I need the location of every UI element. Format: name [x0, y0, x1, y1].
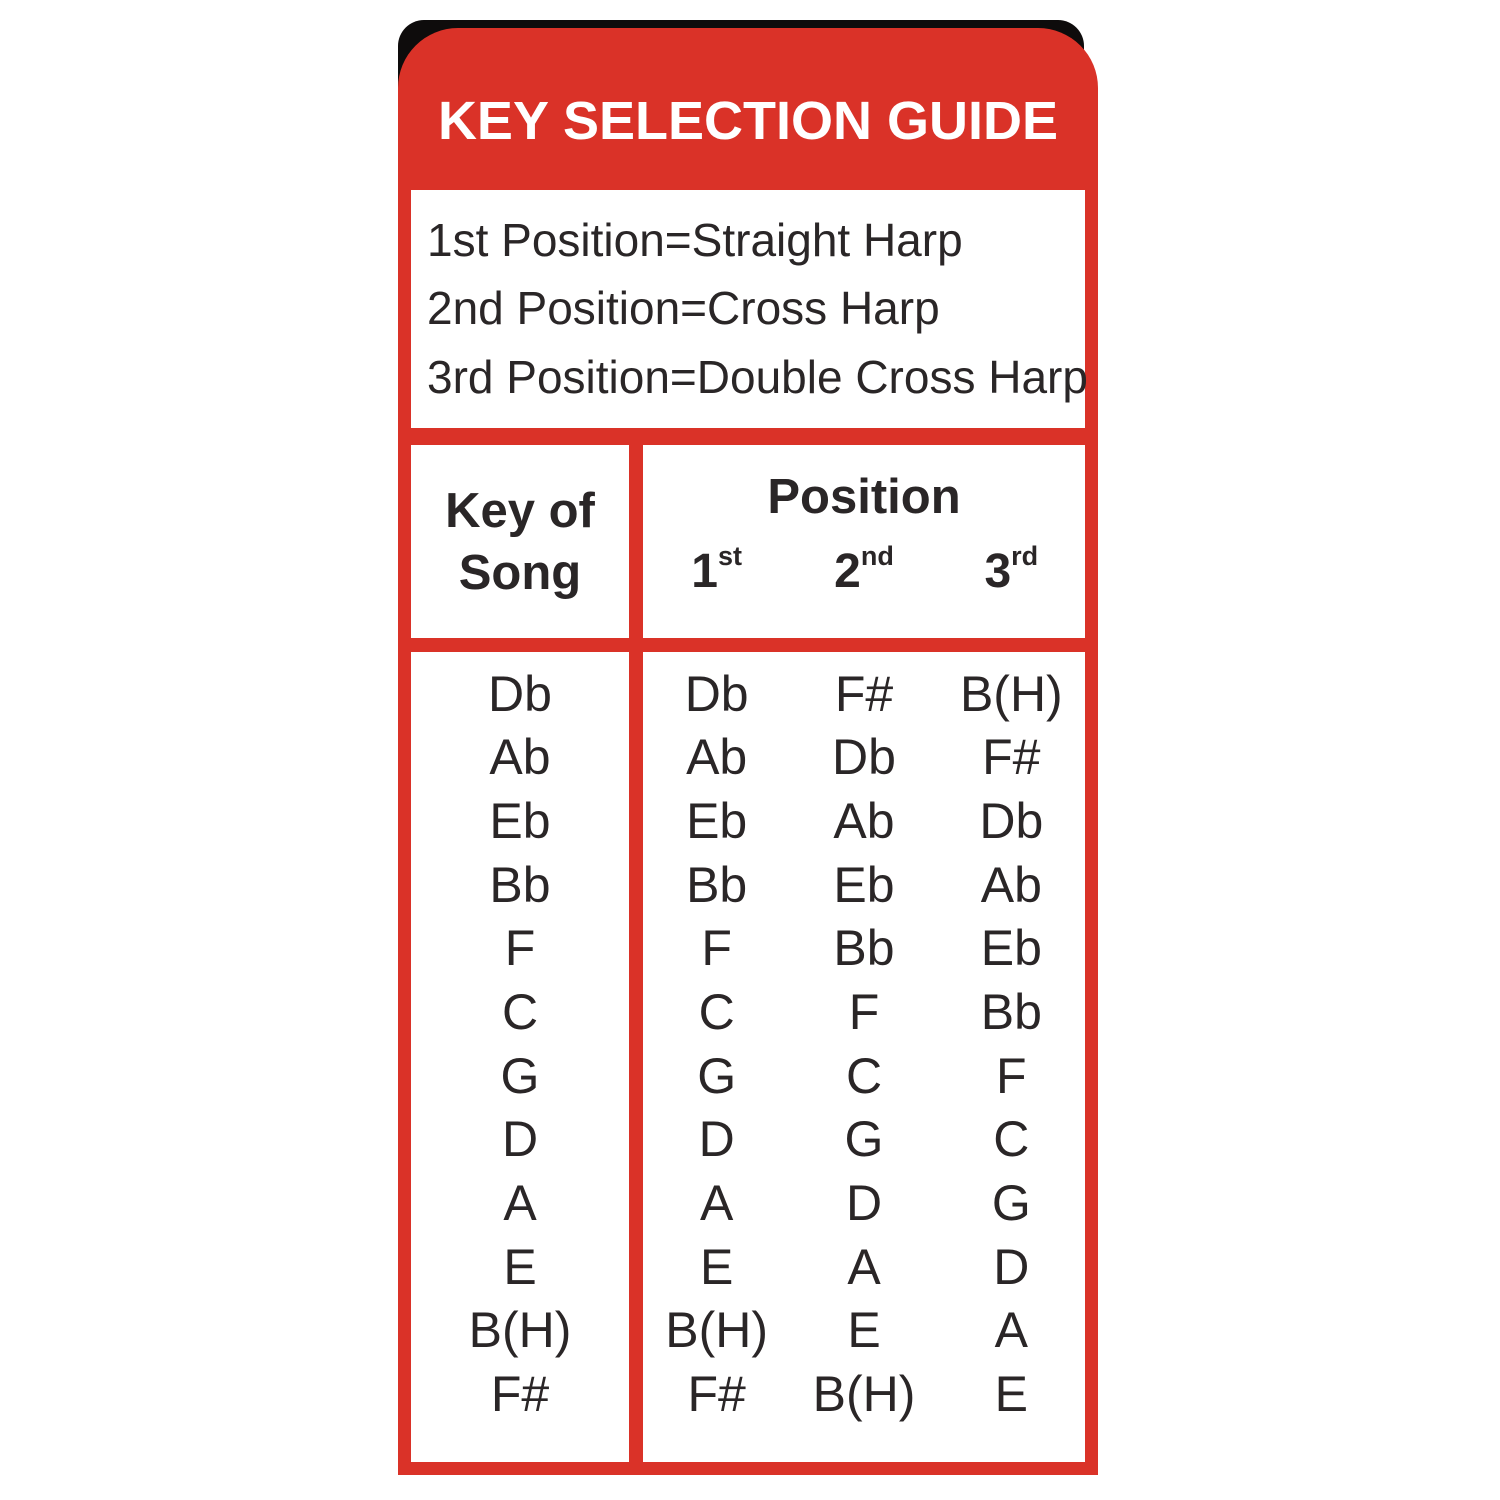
- key-of-song-cell: D: [501, 1111, 539, 1168]
- position-cell: G: [844, 1111, 884, 1168]
- key-of-song-cell: A: [503, 1175, 537, 1232]
- position-cell: Bb: [980, 984, 1042, 1041]
- key-of-song-cell: C: [501, 984, 539, 1041]
- position-cell: D: [698, 1111, 735, 1168]
- position-cell: Ab: [686, 729, 748, 786]
- position-cell: D: [993, 1238, 1030, 1295]
- position-cell: Bb: [833, 920, 895, 977]
- position-legend-panel: [411, 190, 1088, 428]
- position-cell: F: [848, 984, 880, 1041]
- position-cell: Eb: [686, 793, 748, 850]
- ordinal-suffix: st: [718, 541, 743, 571]
- position-cell: Db: [979, 793, 1044, 850]
- position-cell: E: [699, 1238, 734, 1295]
- key-of-song-cell: Eb: [489, 793, 551, 850]
- position-cell: E: [847, 1302, 881, 1359]
- position-cell: Ab: [980, 856, 1042, 913]
- position-cell: C: [698, 984, 735, 1041]
- position-cell: A: [994, 1302, 1028, 1359]
- key-of-song-column-header: [411, 445, 629, 638]
- key-of-song-cell: F#: [490, 1366, 550, 1423]
- position-cell: Bb: [686, 856, 748, 913]
- card-header-band: [398, 28, 1098, 190]
- position-cell: F: [996, 1047, 1027, 1104]
- position-cell: Db: [832, 729, 896, 786]
- position-cell: A: [699, 1175, 734, 1232]
- key-of-song-cell: Ab: [489, 729, 551, 786]
- column-header-3rd: [938, 541, 1085, 599]
- position-cell: F#: [982, 729, 1041, 786]
- position-cell: F#: [687, 1366, 746, 1423]
- page-title: KEY SELECTION GUIDE: [437, 91, 1059, 151]
- key-of-song-cell: B(H): [468, 1302, 572, 1359]
- position-cell: Db: [684, 665, 749, 722]
- legend-line-1st-position: 1st Position=Straight Harp: [427, 213, 963, 266]
- position-cell: C: [993, 1111, 1030, 1168]
- position-cell: D: [845, 1175, 883, 1232]
- position-cell: B(H): [665, 1302, 769, 1359]
- key-of-song-cell: G: [500, 1047, 540, 1104]
- column-header-1st: [643, 541, 790, 599]
- key-of-song-header-line1: Key of: [445, 483, 595, 538]
- ordinal-suffix: nd: [860, 541, 894, 571]
- ordinal-number: 1: [691, 545, 718, 598]
- position-cell: Ab: [833, 793, 895, 850]
- ordinal-number: 2: [834, 545, 861, 598]
- position-cell: Eb: [980, 920, 1042, 977]
- position-header-label: Position: [767, 470, 961, 524]
- position-cell: C: [845, 1047, 883, 1104]
- position-cell: Eb: [833, 856, 895, 913]
- key-column-body: [411, 652, 629, 1462]
- key-of-song-cell: E: [503, 1238, 537, 1295]
- key-of-song-cell: F: [504, 920, 536, 977]
- position-section-header: [643, 445, 1085, 638]
- position-body-grid: [643, 652, 1085, 1462]
- position-ordinal-row: [643, 541, 1085, 599]
- position-cell: B(H): [959, 665, 1063, 722]
- legend-line-2nd-position: 2nd Position=Cross Harp: [427, 282, 940, 334]
- ordinal-suffix: rd: [1011, 541, 1039, 571]
- key-of-song-cell: Db: [488, 665, 552, 722]
- column-header-2nd: [790, 541, 937, 599]
- position-cell: G: [697, 1047, 737, 1104]
- key-of-song-header-line2: Song: [458, 545, 582, 600]
- key-of-song-cell: Bb: [489, 856, 551, 913]
- position-cell: A: [847, 1238, 881, 1295]
- position-cell: F: [701, 920, 732, 977]
- position-cell: B(H): [812, 1366, 916, 1423]
- legend-line-3rd-position: 3rd Position=Double Cross Harp: [427, 350, 1088, 403]
- position-cell: G: [991, 1175, 1031, 1232]
- position-cell: E: [994, 1366, 1028, 1423]
- ordinal-number: 3: [984, 545, 1012, 598]
- position-cell: F#: [834, 665, 894, 722]
- key-selection-guide-card: [398, 28, 1098, 1475]
- key-selection-table: [411, 445, 1085, 1475]
